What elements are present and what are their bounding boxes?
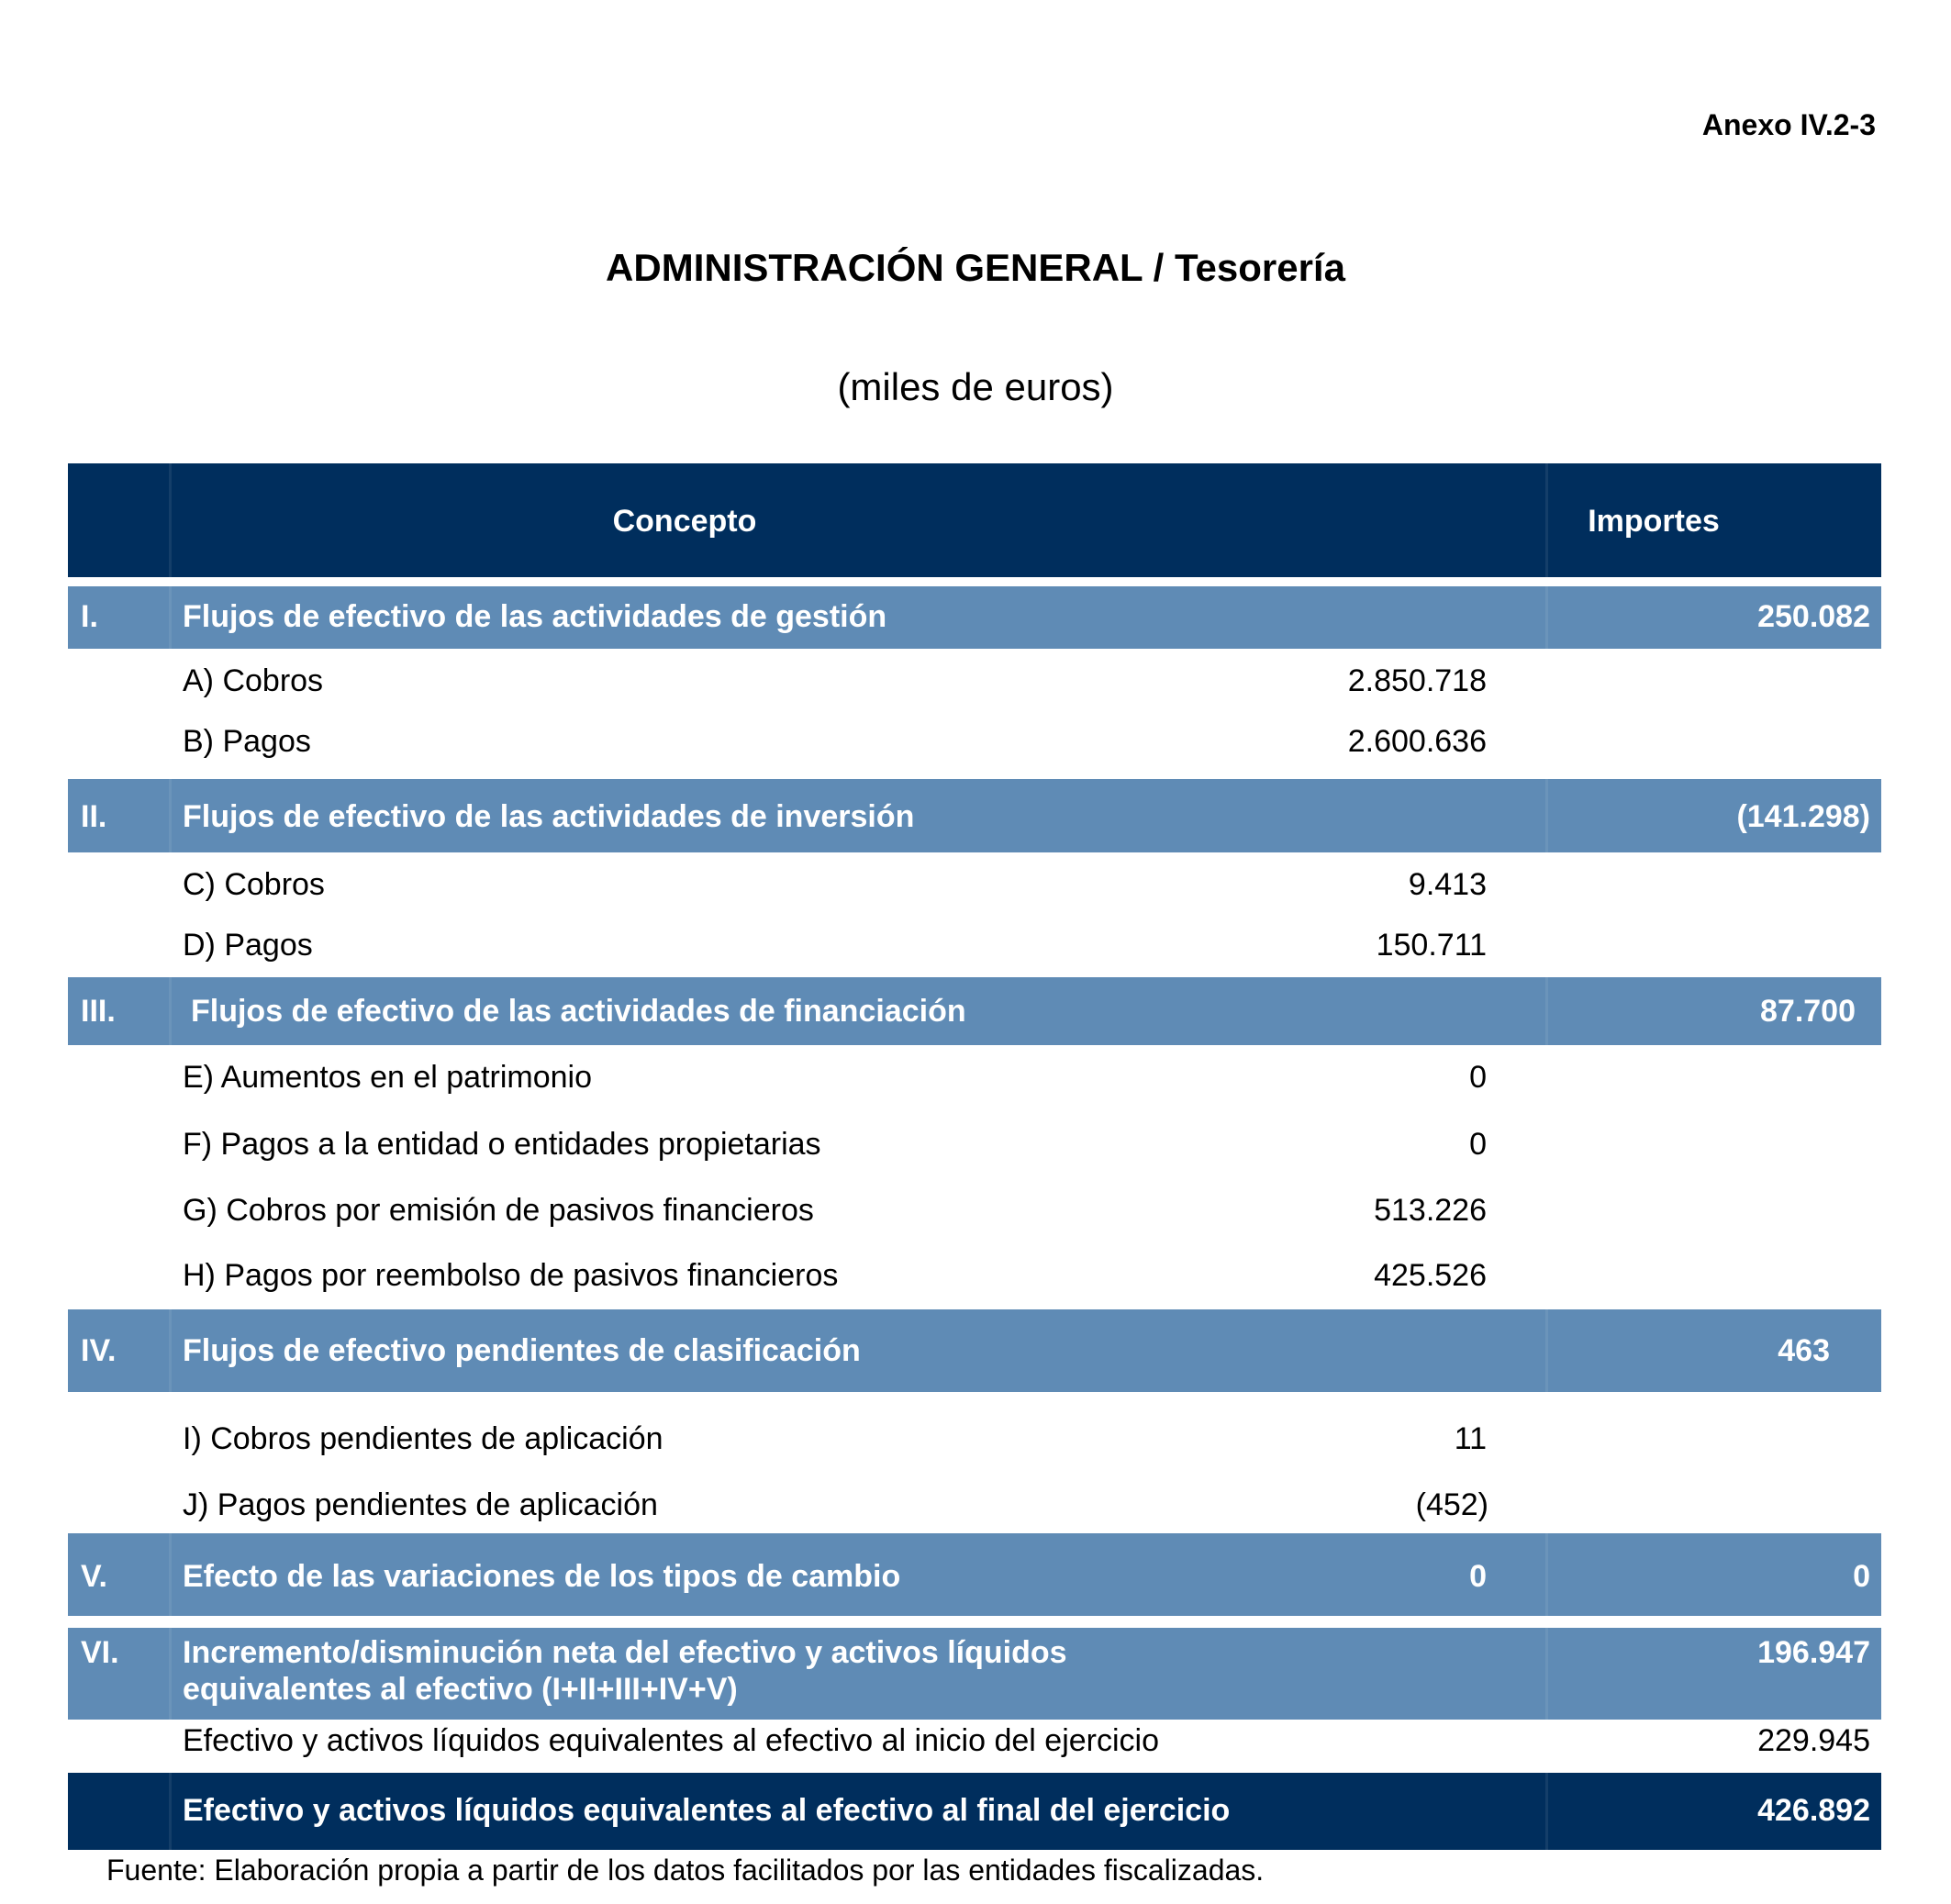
table-header [68, 463, 1881, 577]
section-row [68, 977, 1881, 1045]
section-label: Flujos de efectivo de las actividades de inversión [183, 799, 915, 834]
item-row [68, 1475, 1881, 1533]
section-row [68, 779, 1881, 852]
section-total: 463 [1778, 1333, 1830, 1368]
section-total: 87.700 [1760, 994, 1856, 1029]
item-label: H) Pagos por reembolso de pasivos financieros [183, 1258, 839, 1293]
header-concept: Concepto [612, 504, 757, 539]
item-row [68, 649, 1881, 715]
item-value: 150.711 [1376, 928, 1487, 963]
cash-flow-table [68, 463, 1881, 1850]
final-cash-row [68, 1773, 1881, 1850]
item-value: (452) [1415, 1487, 1488, 1522]
item-label: C) Cobros [183, 867, 325, 902]
item-row [68, 1178, 1881, 1245]
item-label: B) Pagos [183, 724, 311, 759]
source-note: Fuente: Elaboración propia a partir de los datos facilitados por las entidades fiscalizadas. [106, 1854, 1265, 1887]
item-row [68, 715, 1881, 779]
section-label: Efecto de las variaciones de los tipos de cambio [183, 1559, 901, 1594]
section-mid-value: 0 [1469, 1559, 1487, 1594]
item-value: 425.526 [1374, 1258, 1487, 1293]
section-row [68, 586, 1881, 649]
header-amounts: Importes [1588, 504, 1720, 539]
section-number: II. [81, 799, 107, 834]
section-label: Flujos de efectivo pendientes de clasificación [183, 1333, 861, 1368]
section-row [68, 1533, 1881, 1616]
section-total: 250.082 [1757, 599, 1870, 634]
final-cash-label: Efectivo y activos líquidos equivalentes al efectivo al final del ejercicio [183, 1793, 1231, 1828]
final-cash-value: 426.892 [1757, 1793, 1870, 1828]
item-value: 11 [1454, 1421, 1487, 1456]
units-subtitle: (miles de euros) [837, 365, 1114, 408]
item-value: 513.226 [1374, 1193, 1487, 1228]
section-label-line1: Incremento/disminución neta del efectivo y activos líquidos [183, 1635, 1067, 1670]
item-row [68, 1112, 1881, 1178]
section-number: III. [81, 994, 116, 1029]
item-row [68, 852, 1881, 917]
item-value: 0 [1469, 1060, 1487, 1095]
item-value: 9.413 [1408, 867, 1487, 902]
section-total: (141.298) [1736, 799, 1870, 834]
item-row [68, 917, 1881, 977]
section-total: 196.947 [1757, 1635, 1870, 1670]
section-row [68, 1309, 1881, 1392]
initial-cash-label: Efectivo y activos líquidos equivalentes al efectivo al inicio del ejercicio [183, 1723, 1159, 1758]
item-label: D) Pagos [183, 928, 313, 963]
item-label: E) Aumentos en el patrimonio [183, 1060, 593, 1095]
item-value: 0 [1469, 1127, 1487, 1162]
section-number: VI. [81, 1635, 119, 1670]
item-label: A) Cobros [183, 663, 324, 698]
section-label-line2: equivalentes al efectivo (I+II+III+IV+V) [183, 1672, 738, 1707]
section-label: Flujos de efectivo de las actividades de gestión [183, 599, 887, 634]
item-row [68, 1245, 1881, 1309]
initial-cash-row [68, 1720, 1881, 1773]
page-title: ADMINISTRACIÓN GENERAL / Tesorería [606, 246, 1345, 289]
item-label: I) Cobros pendientes de aplicación [183, 1421, 663, 1456]
section-total: 0 [1853, 1559, 1870, 1594]
section-label: Flujos de efectivo de las actividades de financiación [191, 994, 966, 1029]
item-label: J) Pagos pendientes de aplicación [183, 1487, 658, 1522]
item-label: F) Pagos a la entidad o entidades propietarias [183, 1127, 821, 1162]
item-value: 2.850.718 [1347, 663, 1487, 698]
item-label: G) Cobros por emisión de pasivos financieros [183, 1193, 814, 1228]
section-number: I. [81, 599, 98, 634]
section-row [68, 1628, 1881, 1720]
item-value: 2.600.636 [1347, 724, 1487, 759]
section-number: IV. [81, 1333, 117, 1368]
item-row [68, 1045, 1881, 1112]
annex-label: Anexo IV.2-3 [1701, 108, 1876, 141]
section-number: V. [81, 1559, 108, 1594]
item-row [68, 1392, 1881, 1475]
initial-cash-value: 229.945 [1757, 1723, 1870, 1758]
